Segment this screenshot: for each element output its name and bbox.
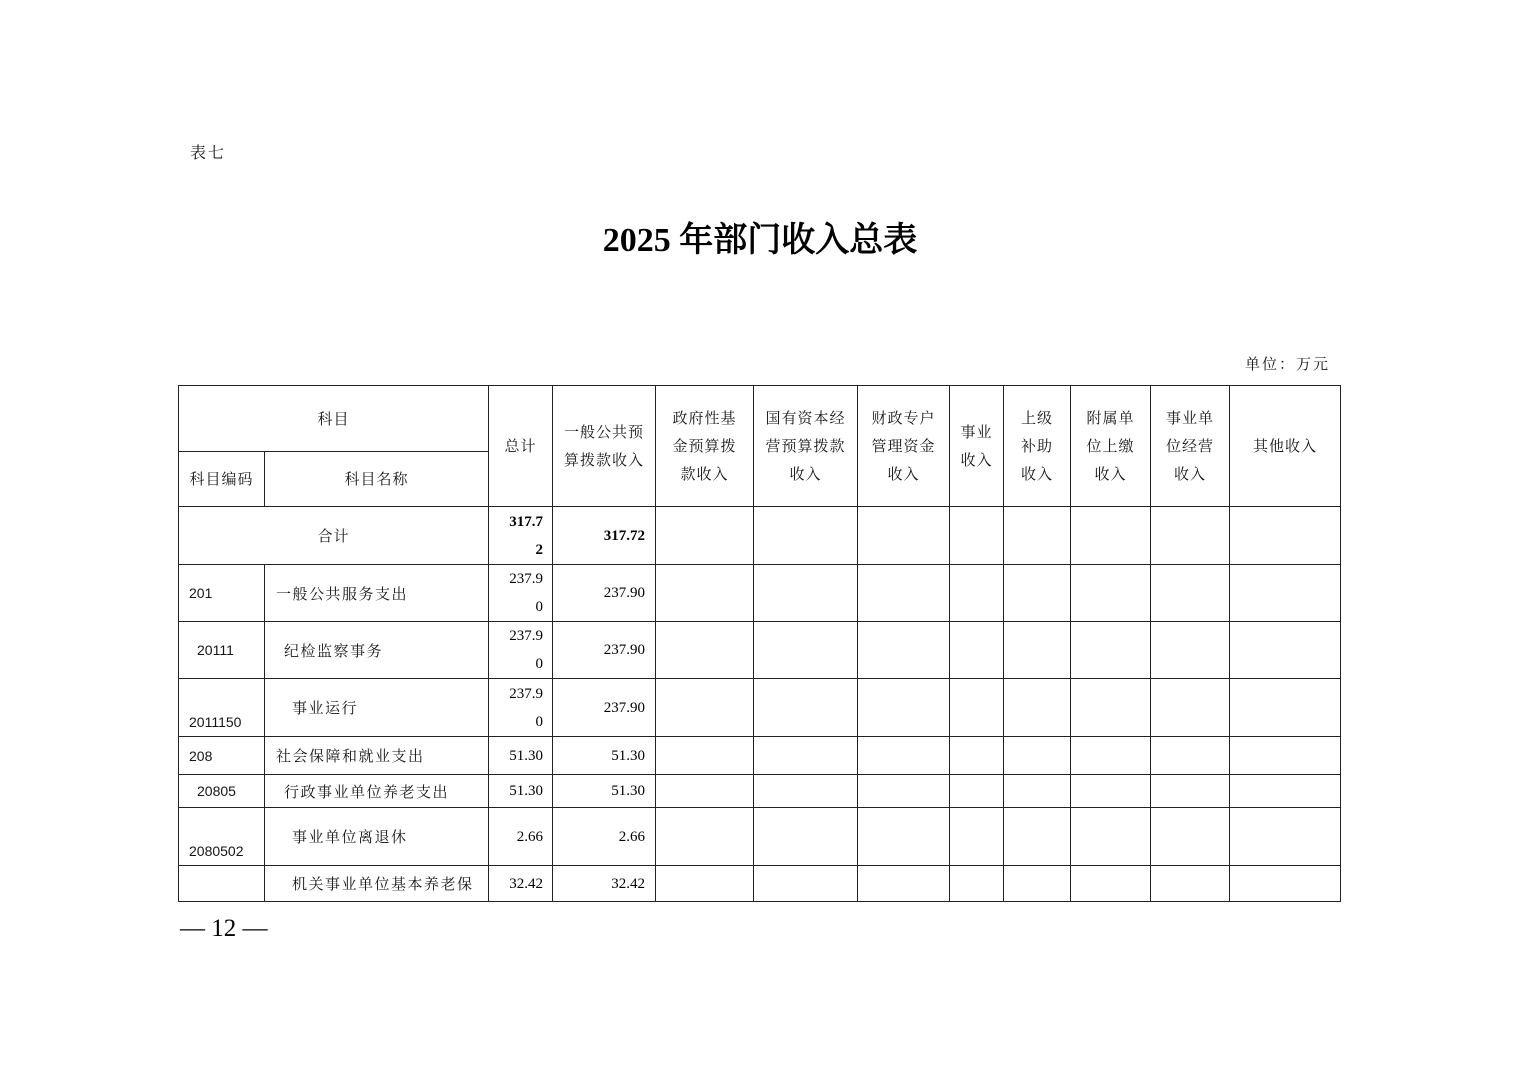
header-business-income xyxy=(950,386,1004,507)
cell-other-income xyxy=(1230,775,1341,808)
header-subordinate-remittance xyxy=(1071,386,1151,507)
row-total: 2.66 xyxy=(489,808,553,866)
header-business-operation xyxy=(1151,386,1230,507)
cell-fiscal-special-account xyxy=(858,737,950,775)
header-government-fund-label: 政府性基金预算拨款收入 xyxy=(672,409,737,483)
row-code: 201 xyxy=(179,565,265,622)
cell-superior-subsidy xyxy=(1004,565,1071,622)
cell-superior-subsidy xyxy=(1004,622,1071,679)
cell-business-operation xyxy=(1151,775,1230,808)
table-row xyxy=(179,866,1341,902)
cell-state-capital xyxy=(754,866,858,902)
row-general-public-budget: 2.66 xyxy=(553,808,656,866)
cell-subordinate-remittance xyxy=(1071,775,1151,808)
cell-other-income xyxy=(1230,866,1341,902)
cell-other-income xyxy=(1230,507,1341,565)
header-general-public-budget xyxy=(553,386,656,507)
row-name: 事业运行 xyxy=(265,679,489,737)
cell-state-capital xyxy=(754,775,858,808)
cell-business-income xyxy=(950,679,1004,737)
header-business-operation-label: 事业单位经营收入 xyxy=(1166,409,1215,483)
cell-fiscal-special-account xyxy=(858,775,950,808)
table-row xyxy=(179,808,1341,866)
row-general-public-budget: 51.30 xyxy=(553,775,656,808)
row-total: 51.30 xyxy=(489,737,553,775)
cell-state-capital xyxy=(754,507,858,565)
cell-fiscal-special-account xyxy=(858,808,950,866)
cell-other-income xyxy=(1230,737,1341,775)
table-row xyxy=(179,679,1341,737)
row-name: 纪检监察事务 xyxy=(265,622,489,679)
cell-government-fund xyxy=(656,679,754,737)
cell-government-fund xyxy=(656,507,754,565)
cell-government-fund xyxy=(656,866,754,902)
cell-government-fund xyxy=(656,737,754,775)
table-number-label: 表七 xyxy=(190,143,227,162)
cell-government-fund xyxy=(656,565,754,622)
cell-superior-subsidy xyxy=(1004,679,1071,737)
cell-superior-subsidy xyxy=(1004,507,1071,565)
header-superior-subsidy-label: 上级补助收入 xyxy=(1021,409,1054,483)
header-state-capital xyxy=(754,386,858,507)
cell-superior-subsidy xyxy=(1004,808,1071,866)
header-superior-subsidy xyxy=(1004,386,1071,507)
cell-government-fund xyxy=(656,622,754,679)
row-total: 237.90 xyxy=(489,622,553,679)
header-fiscal-special-account-label: 财政专户管理资金收入 xyxy=(871,409,936,483)
header-fiscal-special-account xyxy=(858,386,950,507)
header-subordinate-remittance-label: 附属单位上缴收入 xyxy=(1086,409,1135,483)
cell-subordinate-remittance xyxy=(1071,866,1151,902)
cell-subordinate-remittance xyxy=(1071,622,1151,679)
header-general-public-budget-label: 一般公共预算拨款收入 xyxy=(564,423,645,469)
row-general-public-budget: 51.30 xyxy=(553,737,656,775)
cell-business-operation xyxy=(1151,622,1230,679)
cell-fiscal-special-account xyxy=(858,866,950,902)
total-row-general-public-budget: 317.72 xyxy=(553,507,656,565)
cell-subordinate-remittance xyxy=(1071,737,1151,775)
table-row xyxy=(179,737,1341,775)
cell-business-income xyxy=(950,622,1004,679)
cell-fiscal-special-account xyxy=(858,679,950,737)
cell-subordinate-remittance xyxy=(1071,679,1151,737)
unit-note: 单位：万元 xyxy=(1244,355,1330,373)
total-row-total: 317.72 xyxy=(489,507,553,565)
cell-business-income xyxy=(950,737,1004,775)
header-subject-code: 科目编码 xyxy=(179,452,265,507)
row-code xyxy=(179,866,265,902)
row-code: 2011150 xyxy=(179,679,265,737)
cell-government-fund xyxy=(656,808,754,866)
header-other-income xyxy=(1230,386,1341,507)
cell-business-income xyxy=(950,775,1004,808)
row-name: 一般公共服务支出 xyxy=(265,565,489,622)
cell-government-fund xyxy=(656,775,754,808)
cell-other-income xyxy=(1230,808,1341,866)
row-name: 机关事业单位基本养老保 xyxy=(265,866,489,902)
cell-subordinate-remittance xyxy=(1071,808,1151,866)
cell-superior-subsidy xyxy=(1004,737,1071,775)
cell-state-capital xyxy=(754,808,858,866)
cell-business-operation xyxy=(1151,565,1230,622)
cell-other-income xyxy=(1230,679,1341,737)
cell-business-operation xyxy=(1151,808,1230,866)
cell-other-income xyxy=(1230,565,1341,622)
header-business-income-label: 事业收入 xyxy=(960,423,993,469)
row-name: 行政事业单位养老支出 xyxy=(265,775,489,808)
row-name: 事业单位离退休 xyxy=(265,808,489,866)
cell-other-income xyxy=(1230,622,1341,679)
row-total: 32.42 xyxy=(489,866,553,902)
table-row xyxy=(179,622,1341,679)
cell-business-operation xyxy=(1151,866,1230,902)
page-number: — 12 — xyxy=(180,915,268,942)
cell-state-capital xyxy=(754,679,858,737)
cell-superior-subsidy xyxy=(1004,866,1071,902)
cell-state-capital xyxy=(754,737,858,775)
row-name: 社会保障和就业支出 xyxy=(265,737,489,775)
cell-business-income xyxy=(950,507,1004,565)
cell-state-capital xyxy=(754,622,858,679)
row-code: 20111 xyxy=(179,622,265,679)
row-code: 2080502 xyxy=(179,808,265,866)
cell-business-income xyxy=(950,808,1004,866)
row-general-public-budget: 237.90 xyxy=(553,565,656,622)
row-total: 237.90 xyxy=(489,679,553,737)
header-state-capital-label: 国有资本经营预算拨款收入 xyxy=(765,409,846,483)
total-row xyxy=(179,507,1341,565)
income-summary-table xyxy=(178,385,1341,902)
row-code: 20805 xyxy=(179,775,265,808)
cell-business-operation xyxy=(1151,737,1230,775)
row-total: 51.30 xyxy=(489,775,553,808)
cell-business-operation xyxy=(1151,679,1230,737)
cell-fiscal-special-account xyxy=(858,507,950,565)
cell-fiscal-special-account xyxy=(858,622,950,679)
header-government-fund xyxy=(656,386,754,507)
row-code: 208 xyxy=(179,737,265,775)
header-total-label: 总计 xyxy=(504,437,537,456)
header-subject-name: 科目名称 xyxy=(265,452,489,507)
cell-fiscal-special-account xyxy=(858,565,950,622)
row-general-public-budget: 32.42 xyxy=(553,866,656,902)
table-row xyxy=(179,565,1341,622)
cell-business-income xyxy=(950,866,1004,902)
row-total: 237.90 xyxy=(489,565,553,622)
cell-state-capital xyxy=(754,565,858,622)
cell-business-income xyxy=(950,565,1004,622)
row-general-public-budget: 237.90 xyxy=(553,622,656,679)
header-other-income-label: 其他收入 xyxy=(1253,437,1318,456)
cell-superior-subsidy xyxy=(1004,775,1071,808)
page-title: 2025 年部门收入总表 xyxy=(602,222,918,259)
cell-subordinate-remittance xyxy=(1071,565,1151,622)
cell-business-operation xyxy=(1151,507,1230,565)
header-row xyxy=(179,386,1341,452)
table-row xyxy=(179,775,1341,808)
total-label: 合计 xyxy=(179,507,489,565)
cell-subordinate-remittance xyxy=(1071,507,1151,565)
row-general-public-budget: 237.90 xyxy=(553,679,656,737)
header-total xyxy=(489,386,553,507)
header-subject: 科目 xyxy=(179,386,489,452)
